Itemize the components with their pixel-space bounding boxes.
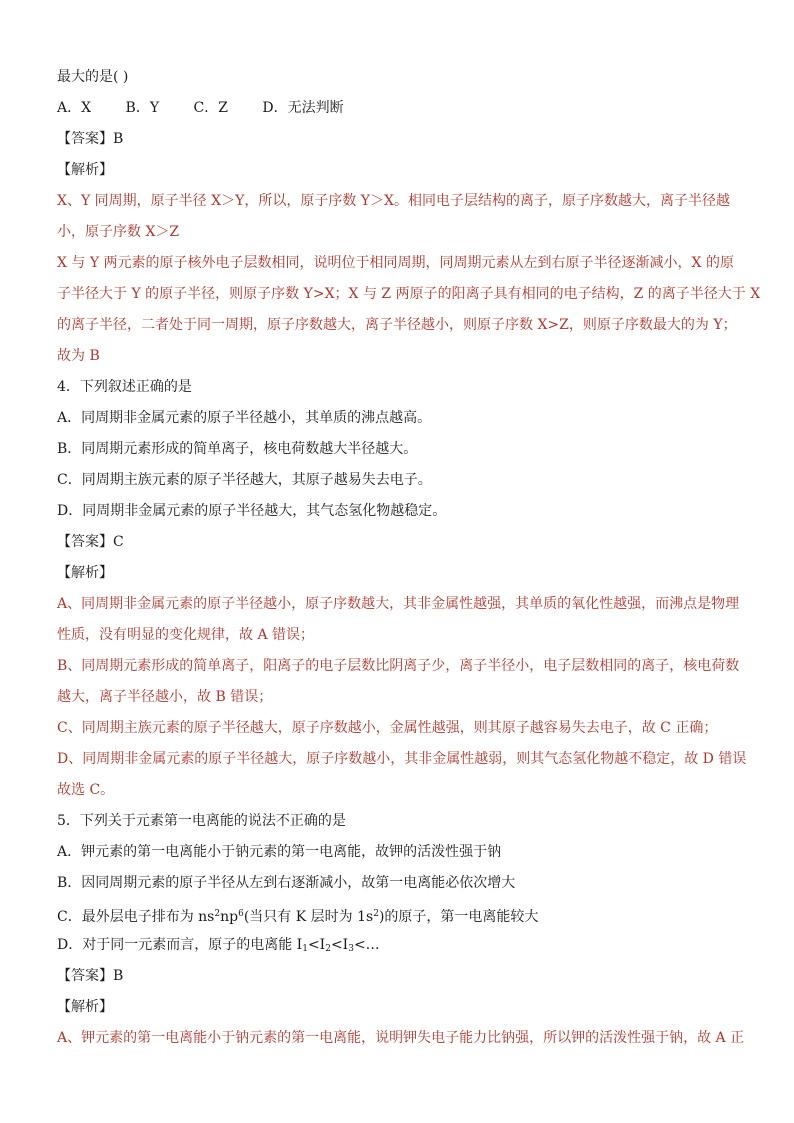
q5-option-a: A．钾元素的第一电离能小于钠元素的第一电离能，故钾的活泼性强于钠 (57, 844, 502, 860)
q5-option-c: C．最外层电子排布为 $ns^2np^6$(当只有 K 层时为 $1s^2$)的原子，第一电离能较大 (57, 909, 539, 925)
q4-option-c: C．同周期主族元素的原子半径越大，其原子越易失去电子。 (57, 472, 432, 488)
q3-analysis-line: X、Y 同周期，原子半径 X＞Y，所以，原子序数 Y＞X。相同电子层结构的离子，原子序数越大，离子半径越 (57, 193, 730, 209)
q4-analysis-line: 越大，离子半径越小，故 B 错误； (57, 689, 273, 705)
q3-analysis-line: 的离子半径，二者处于同一周期，原子序数越大，离子半径越小，则原子序数 X>Z，则原子序数最大的为 Y； (57, 317, 737, 333)
q4-analysis-line: B、同周期元素形成的简单离子，阳离子的电子层数比阴离子少，离子半径小，电子层数相同的离子，核电荷数 (57, 658, 740, 674)
q3-option-b: B．Y (125, 100, 160, 116)
q5-analysis-label: 【解析】 (57, 999, 113, 1015)
q4-analysis-label: 【解析】 (57, 565, 113, 581)
q3-analysis-line: 故为 B (57, 348, 100, 364)
q4-analysis-line: 故选 C。 (57, 782, 115, 798)
q3-answer: 【答案】B (57, 131, 124, 147)
q5-option-b: B．因同周期元素的原子半径从左到右逐渐减小，故第一电离能必依次增大 (57, 875, 516, 891)
q4-analysis-line: A、同周期非金属元素的原子半径越小，原子序数越大，其非金属性越强，其单质的氧化性越强，而沸点是物理 (57, 596, 740, 612)
q3-analysis-line: X 与 Y 两元素的原子核外电子层数相同，说明位于相同周期，同周期元素从左到右原子半径逐渐减小，X 的原 (57, 255, 734, 271)
q4-analysis-line: 性质，没有明显的变化规律，故 A 错误； (57, 627, 315, 643)
q4-option-b: B．同周期元素形成的简单离子，核电荷数越大半径越大。 (57, 441, 418, 457)
q3-option-a: A．X (57, 100, 92, 116)
q3-option-d: D．无法判断 (262, 100, 344, 116)
q4-answer: 【答案】C (57, 534, 124, 550)
q4-option-d: D．同周期非金属元素的原子半径越大，其气态氢化物越稳定。 (57, 503, 447, 519)
q5-stem: 5．下列关于元素第一电离能的说法不正确的是 (57, 813, 346, 829)
q5-analysis-line: A、钾元素的第一电离能小于钠元素的第一电离能，说明钾失电子能力比钠强，所以钾的活泼性强于钠，故 A 正 (57, 1030, 745, 1046)
q3-analysis-label: 【解析】 (57, 162, 113, 178)
q4-analysis-line: C、同周期主族元素的原子半径越大，原子序数越小，金属性越强，则其原子越容易失去电子，故 C 正确； (57, 720, 718, 736)
q4-option-a: A．同周期非金属元素的原子半径越小，其单质的沸点越高。 (57, 410, 432, 426)
document-page (57, 62, 761, 1054)
q3-options (57, 93, 747, 124)
q3-analysis-line: 子半径大于 Y 的原子半径，则原子序数 Y>X；X 与 Z 两原子的阳离子具有相同的电子结构，Z 的离子半径大于 X (57, 286, 761, 302)
q3-option-c: C．Z (193, 100, 228, 116)
q3-analysis-line: 小，原子序数 X＞Z (57, 224, 180, 240)
q5-answer: 【答案】B (57, 968, 124, 984)
q4-stem: 4．下列叙述正确的是 (57, 379, 192, 395)
q5-option-d: D．对于同一元素而言，原子的电离能 $I_1<I_2<I_3<\dots$ (57, 937, 380, 954)
q4-analysis-line: D、同周期非金属元素的原子半径越大，原子序数越小，其非金属性越弱，则其气态氢化物越不稳定，故 D 错误 (57, 751, 747, 767)
q3-stem: 最大的是( ) (57, 69, 129, 85)
